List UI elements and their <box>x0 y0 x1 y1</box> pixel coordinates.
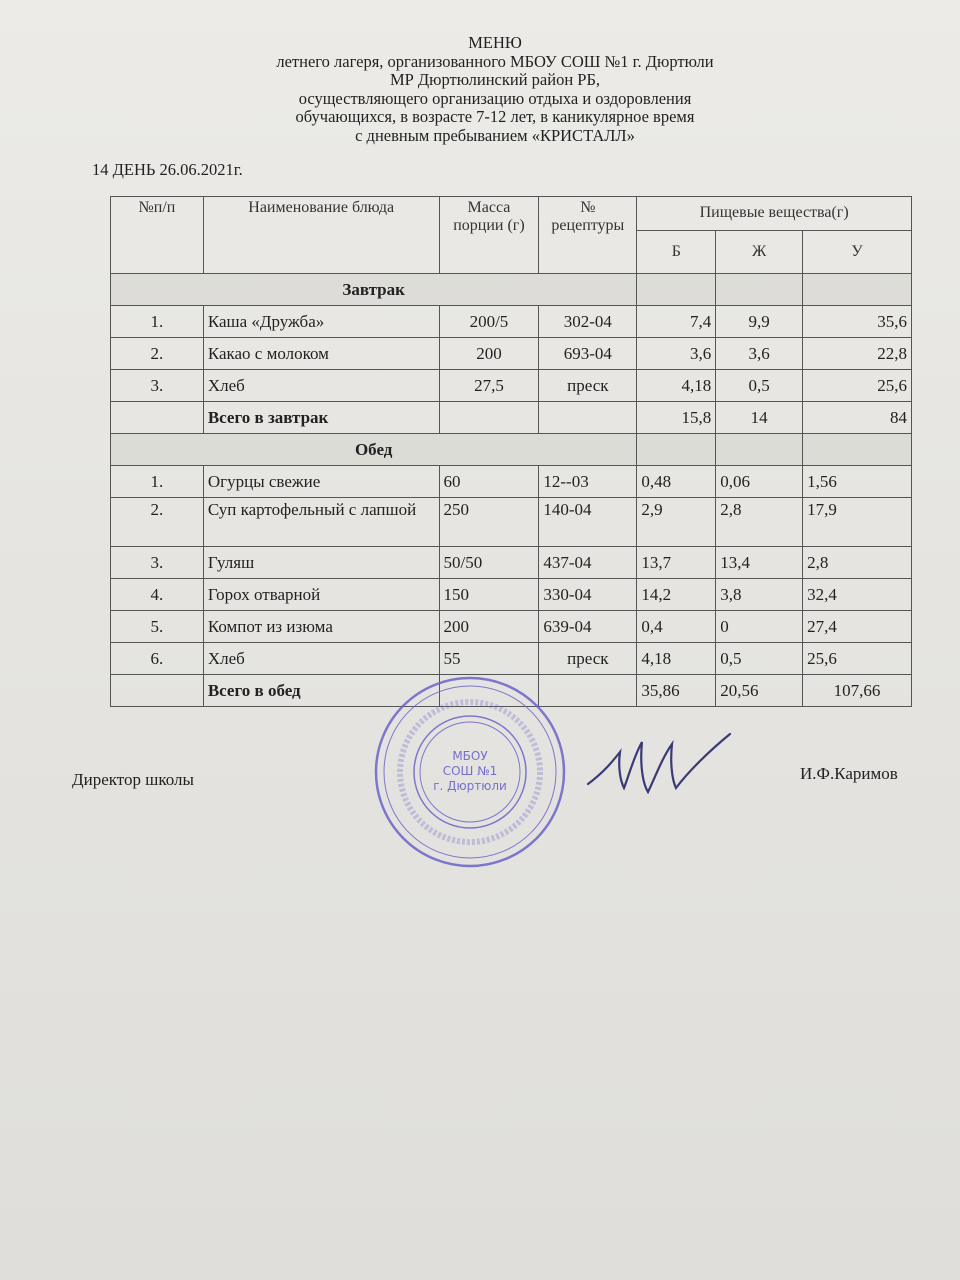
row-b: 3,6 <box>637 338 716 370</box>
row-num: 2. <box>111 498 204 547</box>
row-name: Горох отварной <box>203 579 439 611</box>
official-stamp <box>370 672 570 872</box>
document-header <box>0 34 960 145</box>
row-recipe: 330-04 <box>539 579 637 611</box>
row-u: 22,8 <box>803 338 912 370</box>
row-recipe: 12--03 <box>539 466 637 498</box>
row-zh: 2,8 <box>716 498 803 547</box>
section-title: Обед <box>111 434 637 466</box>
col-header-name: Наименование блюда <box>203 197 439 274</box>
row-num: 1. <box>111 466 204 498</box>
section-row-lunch <box>111 434 912 466</box>
row-mass: 250 <box>439 498 539 547</box>
row-u: 25,6 <box>803 643 912 675</box>
row-u: 35,6 <box>803 306 912 338</box>
row-zh: 3,6 <box>716 338 803 370</box>
row-zh: 0 <box>716 611 803 643</box>
day-date: 14 ДЕНЬ 26.06.2021г. <box>92 160 243 179</box>
col-header-b: Б <box>637 230 716 273</box>
row-zh: 9,9 <box>716 306 803 338</box>
total-b: 15,8 <box>637 402 716 434</box>
row-b: 0,48 <box>637 466 716 498</box>
row-mass: 150 <box>439 579 539 611</box>
row-b: 0,4 <box>637 611 716 643</box>
col-header-recipe: № рецептуры <box>539 197 637 274</box>
row-num: 4. <box>111 579 204 611</box>
header-title: МЕНЮ <box>468 33 522 52</box>
row-u: 1,56 <box>803 466 912 498</box>
row-name: Какао с молоком <box>203 338 439 370</box>
signer-name: И.Ф.Каримов <box>800 764 898 783</box>
header-line-3: осуществляющего организацию отдыха и оздоровления <box>298 88 692 108</box>
table-row <box>111 306 912 338</box>
total-zh: 14 <box>716 402 803 434</box>
row-num: 3. <box>111 370 204 402</box>
row-name: Хлеб <box>203 370 439 402</box>
row-num: 1. <box>111 306 204 338</box>
row-num: 2. <box>111 338 204 370</box>
director-signature <box>584 722 734 802</box>
table-row <box>111 338 912 370</box>
svg-text:МБОУ: МБОУ <box>452 749 488 763</box>
row-recipe: 693-04 <box>539 338 637 370</box>
row-recipe: преск <box>539 643 637 675</box>
row-b: 2,9 <box>637 498 716 547</box>
row-mass: 60 <box>439 466 539 498</box>
header-line-2: МР Дюртюлинский район РБ, <box>389 70 601 89</box>
row-mass: 200/5 <box>439 306 539 338</box>
svg-text:г. Дюртюли: г. Дюртюли <box>433 779 507 793</box>
row-mass: 50/50 <box>439 547 539 579</box>
row-b: 14,2 <box>637 579 716 611</box>
col-header-zh: Ж <box>716 230 803 273</box>
table-row <box>111 611 912 643</box>
row-recipe: 437-04 <box>539 547 637 579</box>
row-mass: 200 <box>439 611 539 643</box>
col-header-nutrients: Пищевые вещества(г) <box>637 197 912 231</box>
table-header-row <box>111 197 912 231</box>
row-b: 4,18 <box>637 370 716 402</box>
header-line-5: с дневным пребыванием «КРИСТАЛЛ» <box>355 125 635 145</box>
table-row <box>111 370 912 402</box>
col-header-u: У <box>803 230 912 273</box>
col-header-mass: Масса порции (г) <box>439 197 539 274</box>
table-row <box>111 498 912 547</box>
total-label: Всего в обед <box>203 675 439 707</box>
row-zh: 13,4 <box>716 547 803 579</box>
row-recipe: преск <box>539 370 637 402</box>
row-name: Компот из изюма <box>203 611 439 643</box>
row-num: 3. <box>111 547 204 579</box>
row-name: Суп картофельный с лапшой <box>203 498 439 547</box>
table-row <box>111 643 912 675</box>
row-mass: 55 <box>439 643 539 675</box>
total-zh: 20,56 <box>716 675 803 707</box>
menu-table <box>110 196 912 707</box>
director-label: Директор школы <box>72 770 194 789</box>
row-zh: 0,5 <box>716 370 803 402</box>
row-name: Каша «Дружба» <box>203 306 439 338</box>
total-label: Всего в завтрак <box>203 402 439 434</box>
row-name: Хлеб <box>203 643 439 675</box>
row-recipe: 639-04 <box>539 611 637 643</box>
row-u: 25,6 <box>803 370 912 402</box>
row-num: 6. <box>111 643 204 675</box>
row-u: 2,8 <box>803 547 912 579</box>
total-u: 84 <box>803 402 912 434</box>
row-b: 7,4 <box>637 306 716 338</box>
row-zh: 0,06 <box>716 466 803 498</box>
row-b: 13,7 <box>637 547 716 579</box>
row-recipe: 140-04 <box>539 498 637 547</box>
row-name: Гуляш <box>203 547 439 579</box>
row-recipe: 302-04 <box>539 306 637 338</box>
header-line-1: летнего лагеря, организованного МБОУ СОШ №1 г. Дюртюли <box>276 51 714 71</box>
row-u: 17,9 <box>803 498 912 547</box>
row-zh: 3,8 <box>716 579 803 611</box>
header-line-4: обучающихся, в возрасте 7-12 лет, в каникулярное время <box>295 107 695 126</box>
table-row <box>111 547 912 579</box>
table-row <box>111 466 912 498</box>
row-name: Огурцы свежие <box>203 466 439 498</box>
section-title: Завтрак <box>111 274 637 306</box>
table-row <box>111 579 912 611</box>
total-u: 107,66 <box>803 675 912 707</box>
svg-text:СОШ №1: СОШ №1 <box>442 764 498 778</box>
col-header-num: №п/п <box>111 197 204 274</box>
section-row-breakfast <box>111 274 912 306</box>
row-num: 5. <box>111 611 204 643</box>
row-u: 32,4 <box>803 579 912 611</box>
row-b: 4,18 <box>637 643 716 675</box>
row-mass: 27,5 <box>439 370 539 402</box>
row-zh: 0,5 <box>716 643 803 675</box>
row-mass: 200 <box>439 338 539 370</box>
total-row-breakfast <box>111 402 912 434</box>
row-u: 27,4 <box>803 611 912 643</box>
total-b: 35,86 <box>637 675 716 707</box>
